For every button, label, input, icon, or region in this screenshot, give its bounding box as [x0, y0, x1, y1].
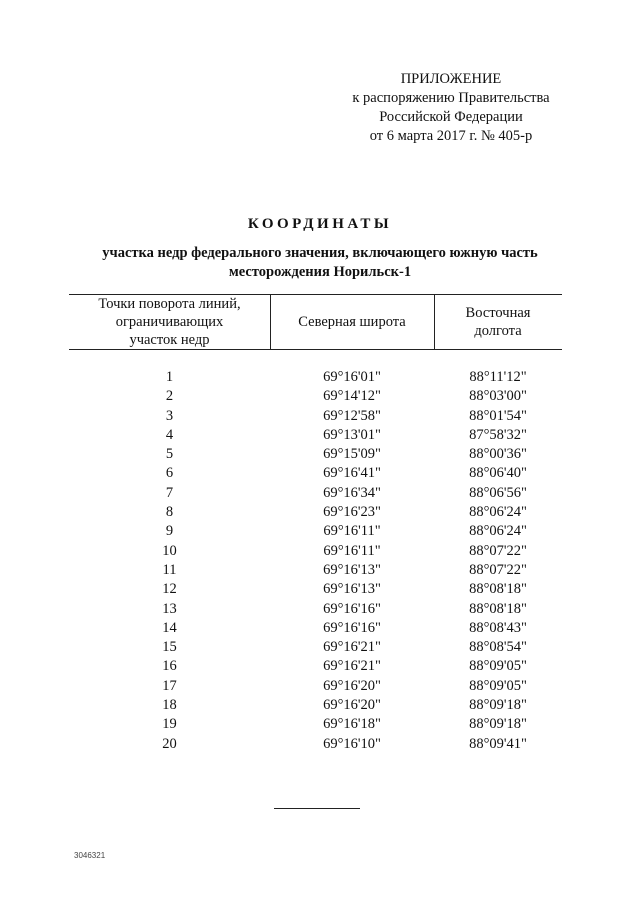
header-latitude-label: Северная широта: [298, 313, 406, 330]
table-row: [69, 619, 562, 638]
point-number: 8: [165, 504, 174, 521]
latitude-value: 69°16'23": [323, 504, 381, 521]
header-points-line-1: Точки поворота линий,: [98, 295, 241, 312]
point-number: 10: [162, 542, 177, 559]
longitude-value: 87°58'32": [469, 426, 527, 443]
table-row: [69, 522, 562, 541]
latitude-value: 69°14'12": [323, 388, 381, 405]
table-row: [69, 426, 562, 445]
latitude-value: 69°13'01": [323, 426, 381, 443]
table-row: [69, 600, 562, 619]
subheading-line-1: участка недр федерального значения, включающего южную часть: [102, 245, 538, 261]
point-number: 20: [162, 735, 177, 752]
point-number: 16: [162, 658, 177, 675]
point-number: 5: [165, 446, 174, 463]
table-row: [69, 677, 562, 696]
latitude-value: 69°16'13": [323, 581, 381, 598]
attachment-reference: к распоряжению Правительства: [352, 90, 550, 106]
table-row: [69, 696, 562, 715]
latitude-value: 69°16'10": [323, 735, 381, 752]
latitude-value: 69°16'21": [323, 658, 381, 675]
longitude-value: 88°09'41": [469, 735, 527, 752]
point-number: 3: [165, 407, 174, 424]
end-rule: [274, 808, 360, 809]
table-row: [69, 445, 562, 464]
table-row: [69, 542, 562, 561]
header-points-line-2: ограничивающих: [115, 313, 224, 330]
subheading-line-2: месторождения Норильск-1: [228, 264, 412, 280]
table-row: [69, 715, 562, 734]
point-number: 15: [162, 639, 177, 656]
point-number: 18: [162, 697, 177, 714]
table-row: [69, 484, 562, 503]
latitude-value: 69°12'58": [323, 407, 381, 424]
document-heading: КООРДИНАТЫ: [247, 216, 393, 232]
table-header-rule: [69, 349, 562, 350]
table-row: [69, 464, 562, 483]
latitude-value: 69°16'11": [323, 542, 381, 559]
table-row: [69, 657, 562, 676]
longitude-value: 88°07'22": [469, 561, 527, 578]
longitude-value: 88°06'56": [469, 484, 527, 501]
point-number: 17: [162, 677, 177, 694]
attachment-date-number: от 6 марта 2017 г. № 405-р: [369, 128, 533, 144]
latitude-value: 69°16'20": [323, 697, 381, 714]
longitude-value: 88°06'40": [469, 465, 527, 482]
latitude-value: 69°16'16": [323, 619, 381, 636]
table-body: [69, 368, 562, 754]
table-row: [69, 503, 562, 522]
table-row: [69, 368, 562, 387]
point-number: 9: [165, 523, 174, 540]
attachment-block: [330, 70, 572, 146]
longitude-value: 88°08'18": [469, 600, 527, 617]
longitude-value: 88°07'22": [469, 542, 527, 559]
latitude-value: 69°15'09": [323, 446, 381, 463]
latitude-value: 69°16'21": [323, 639, 381, 656]
point-number: 7: [165, 484, 174, 501]
longitude-value: 88°09'05": [469, 658, 527, 675]
header-longitude: [434, 294, 562, 349]
longitude-value: 88°09'18": [469, 697, 527, 714]
document-subheading: [60, 244, 580, 282]
header-points: [69, 294, 270, 349]
table-row: [69, 561, 562, 580]
table-row: [69, 580, 562, 599]
latitude-value: 69°16'01": [323, 369, 381, 385]
document-code: 3046321: [74, 851, 106, 860]
longitude-value: 88°06'24": [469, 504, 527, 521]
longitude-value: 88°00'36": [469, 446, 527, 463]
point-number: 1: [165, 369, 174, 385]
header-longitude-line-2: долгота: [474, 322, 522, 339]
point-number: 11: [162, 561, 177, 578]
latitude-value: 69°16'16": [323, 600, 381, 617]
attachment-authority: Российской Федерации: [379, 109, 523, 125]
point-number: 14: [162, 619, 177, 636]
point-number: 19: [162, 716, 177, 733]
header-longitude-line-1: Восточная: [465, 304, 531, 321]
latitude-value: 69°16'11": [323, 523, 381, 540]
point-number: 6: [165, 465, 174, 482]
latitude-value: 69°16'41": [323, 465, 381, 482]
latitude-value: 69°16'20": [323, 677, 381, 694]
point-number: 13: [162, 600, 177, 617]
point-number: 12: [162, 581, 177, 598]
attachment-title: ПРИЛОЖЕНИЕ: [400, 71, 502, 87]
latitude-value: 69°16'34": [323, 484, 381, 501]
longitude-value: 88°06'24": [469, 523, 527, 540]
header-latitude: [270, 294, 434, 349]
longitude-value: 88°09'18": [469, 716, 527, 733]
latitude-value: 69°16'13": [323, 561, 381, 578]
table-row: [69, 638, 562, 657]
header-points-line-3: участок недр: [129, 331, 210, 348]
longitude-value: 88°01'54": [469, 407, 527, 424]
table-row: [69, 387, 562, 406]
longitude-value: 88°03'00": [469, 388, 527, 405]
longitude-value: 88°08'54": [469, 639, 527, 656]
longitude-value: 88°09'05": [469, 677, 527, 694]
point-number: 2: [165, 388, 174, 405]
longitude-value: 88°11'12": [469, 369, 527, 385]
table-row: [69, 735, 562, 754]
table-row: [69, 407, 562, 426]
latitude-value: 69°16'18": [323, 716, 381, 733]
longitude-value: 88°08'18": [469, 581, 527, 598]
longitude-value: 88°08'43": [469, 619, 527, 636]
point-number: 4: [165, 426, 174, 443]
